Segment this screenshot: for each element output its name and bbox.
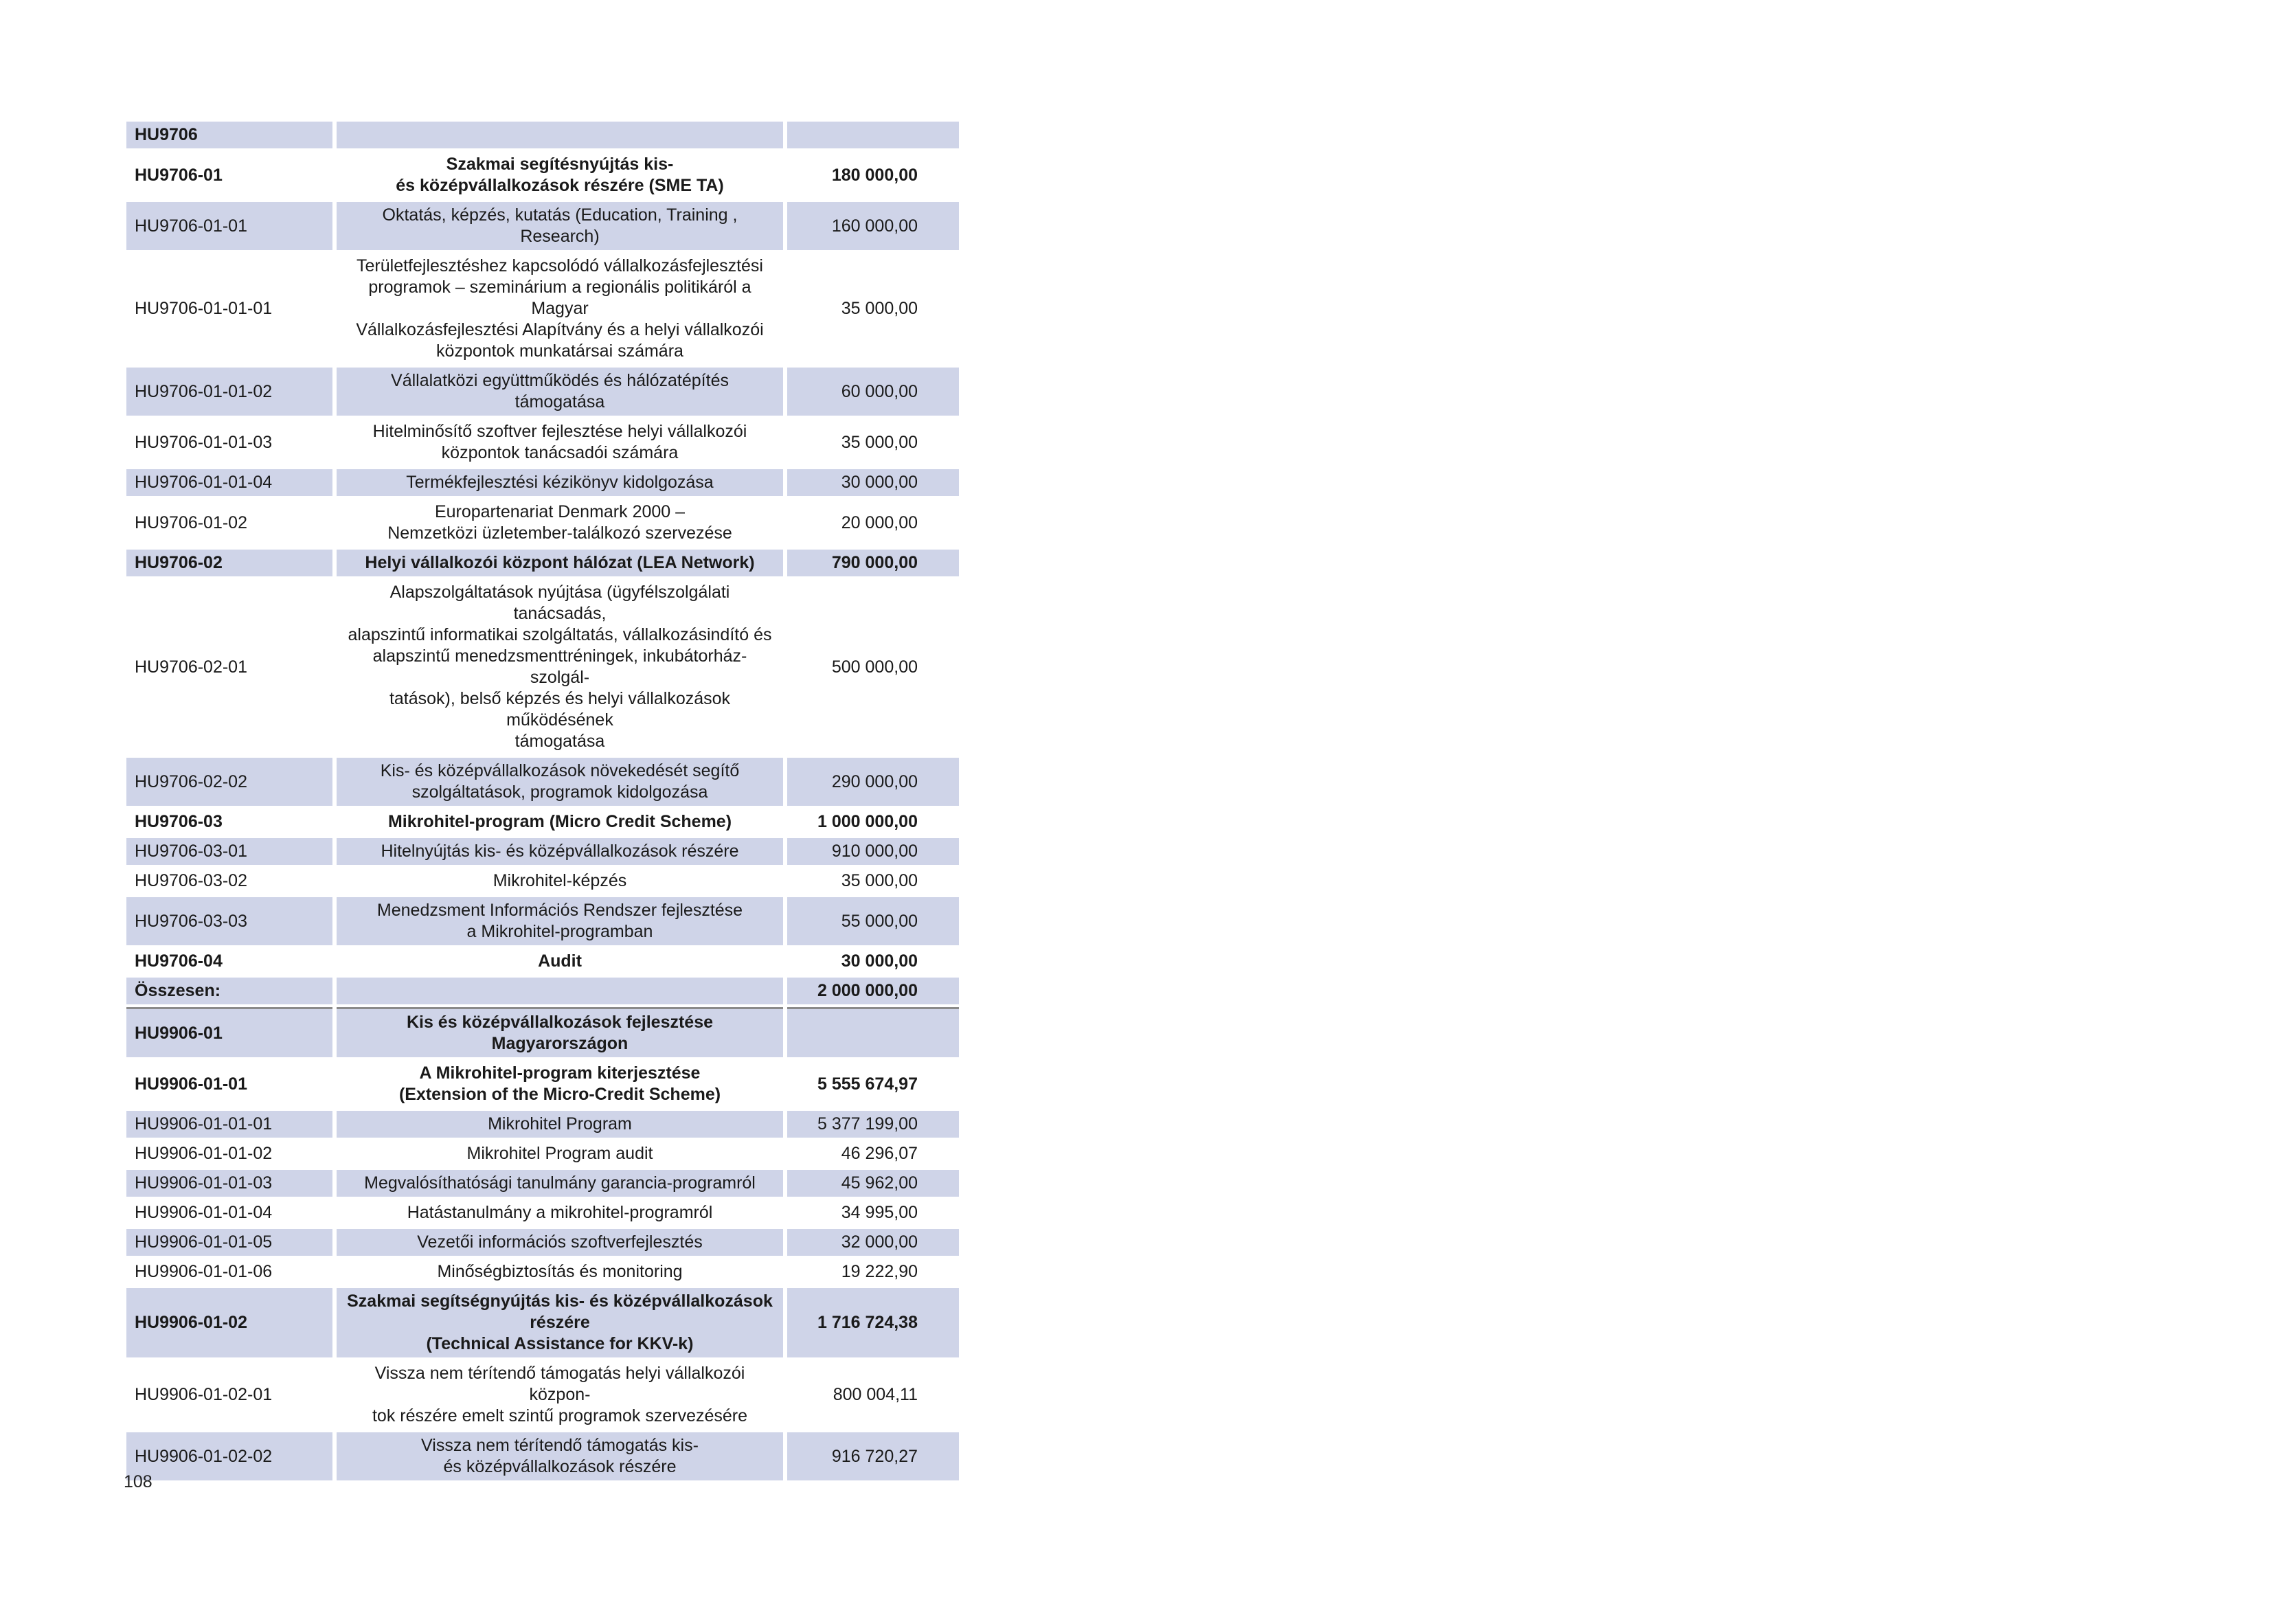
row-amount: 32 000,00 (787, 1229, 959, 1256)
row-title: Vállalatközi együttműködés és hálózatépítés támogatása (337, 368, 783, 416)
page-number-left: 108 (124, 1472, 152, 1491)
table-row (126, 368, 959, 416)
row-code: HU9706-02 (126, 550, 332, 576)
row-title: Szakmai segítésnyújtás kis- és középvállalkozások részére (SME TA) (337, 151, 783, 199)
table-row (126, 469, 959, 496)
row-amount: 5 555 674,97 (787, 1060, 959, 1108)
table-row (126, 1060, 959, 1108)
table-row (126, 499, 959, 547)
row-title: Kis és középvállalkozások fejlesztése Magyarországon (337, 1007, 783, 1057)
row-title: Hitelnyújtás kis- és középvállalkozások részére (337, 838, 783, 865)
table-row (126, 1111, 959, 1138)
table-row (126, 122, 959, 148)
row-code: HU9706-03-01 (126, 838, 332, 865)
row-amount: 1 716 724,38 (787, 1288, 959, 1357)
row-code: HU9906-01-02-01 (126, 1360, 332, 1430)
row-code: HU9706-01-02 (126, 499, 332, 547)
row-amount: 1 000 000,00 (787, 809, 959, 835)
row-title: Hatástanulmány a mikrohitel-programról (337, 1199, 783, 1226)
table-row (126, 809, 959, 835)
row-amount: 500 000,00 (787, 579, 959, 755)
row-amount: 35 000,00 (787, 868, 959, 894)
table-row (126, 1199, 959, 1226)
row-title: Audit (337, 948, 783, 975)
row-title: Hitelminősítő szoftver fejlesztése helyi vállalkozói központok tanácsadói számára (337, 418, 783, 466)
row-code: HU9706-01-01-03 (126, 418, 332, 466)
table-row (126, 253, 959, 365)
table-row (126, 1007, 959, 1057)
row-code: HU9706-02-02 (126, 758, 332, 806)
row-title: Minőségbiztosítás és monitoring (337, 1259, 783, 1285)
row-code: HU9706-03-02 (126, 868, 332, 894)
row-code: HU9906-01-01-03 (126, 1170, 332, 1197)
row-title: Mikrohitel Program (337, 1111, 783, 1138)
row-code: HU9706-03-03 (126, 897, 332, 945)
row-amount: 290 000,00 (787, 758, 959, 806)
left-page (0, 0, 1136, 1607)
row-amount: 45 962,00 (787, 1170, 959, 1197)
row-amount (787, 1007, 959, 1057)
row-title: A Mikrohitel-program kiterjesztése (Extension of the Micro-Credit Scheme) (337, 1060, 783, 1108)
table-row (126, 978, 959, 1004)
row-amount: 916 720,27 (787, 1432, 959, 1480)
row-title: Kis- és középvállalkozások növekedését segítő szolgáltatások, programok kidolgozása (337, 758, 783, 806)
row-amount: 910 000,00 (787, 838, 959, 865)
row-code: HU9706-02-01 (126, 579, 332, 755)
row-title (337, 978, 783, 1004)
row-title: Mikrohitel Program audit (337, 1140, 783, 1167)
row-amount: 30 000,00 (787, 948, 959, 975)
row-amount: 46 296,07 (787, 1140, 959, 1167)
row-title: Alapszolgáltatások nyújtása (ügyfélszolgálati tanácsadás, alapszintű informatikai szolgáltatás, vállalkozásindító és alapszintű menedzsmenttréningek, inkubátorház-szolgál- tatások), belső képzés és helyi vállalkozások működésének támogatása (337, 579, 783, 755)
row-title: Területfejlesztéshez kapcsolódó vállalkozásfejlesztési programok – szeminárium a regionális politikáról a Magyar Vállalkozásfejlesztési Alapítvány és a helyi vállalkozói központok munkatársai számára (337, 253, 783, 365)
row-code: HU9906-01-01-04 (126, 1199, 332, 1226)
row-code: HU9906-01-01-06 (126, 1259, 332, 1285)
row-code: Összesen: (126, 978, 332, 1004)
row-amount (787, 122, 959, 148)
right-page (1136, 0, 2273, 1607)
row-amount: 19 222,90 (787, 1259, 959, 1285)
row-title: Vissza nem térítendő támogatás kis- és középvállalkozások részére (337, 1432, 783, 1480)
table-row (126, 1259, 959, 1285)
row-title: Megvalósíthatósági tanulmány garancia-programról (337, 1170, 783, 1197)
table-row (126, 868, 959, 894)
row-amount: 34 995,00 (787, 1199, 959, 1226)
table-row (126, 550, 959, 576)
row-amount: 30 000,00 (787, 469, 959, 496)
row-title (337, 122, 783, 148)
row-amount: 180 000,00 (787, 151, 959, 199)
row-title: Mikrohitel-program (Micro Credit Scheme) (337, 809, 783, 835)
row-code: HU9906-01-01-01 (126, 1111, 332, 1138)
left-budget-table (122, 119, 963, 1483)
row-code: HU9906-01-02-02 (126, 1432, 332, 1480)
table-row (126, 758, 959, 806)
row-code: HU9706-01-01 (126, 202, 332, 250)
row-title: Vezetői információs szoftverfejlesztés (337, 1229, 783, 1256)
row-title: Szakmai segítségnyújtás kis- és középvállalkozások részére (Technical Assistance for KKV-k) (337, 1288, 783, 1357)
table-row (126, 1170, 959, 1197)
table-row (126, 418, 959, 466)
table-row (126, 579, 959, 755)
table-row (126, 897, 959, 945)
row-amount: 20 000,00 (787, 499, 959, 547)
row-code: HU9706 (126, 122, 332, 148)
table-row (126, 202, 959, 250)
row-amount: 35 000,00 (787, 253, 959, 365)
row-title: Europartenariat Denmark 2000 – Nemzetközi üzletember-találkozó szervezése (337, 499, 783, 547)
table-row (126, 948, 959, 975)
row-title: Menedzsment Információs Rendszer fejlesztése a Mikrohitel-programban (337, 897, 783, 945)
table-row (126, 1140, 959, 1167)
row-code: HU9706-01-01-04 (126, 469, 332, 496)
row-code: HU9906-01-02 (126, 1288, 332, 1357)
row-title: Helyi vállalkozói központ hálózat (LEA Network) (337, 550, 783, 576)
row-amount: 60 000,00 (787, 368, 959, 416)
table-row (126, 151, 959, 199)
row-code: HU9706-01-01-01 (126, 253, 332, 365)
row-code: HU9706-01 (126, 151, 332, 199)
row-code: HU9706-01-01-02 (126, 368, 332, 416)
row-code: HU9906-01 (126, 1007, 332, 1057)
table-row (126, 838, 959, 865)
row-amount: 790 000,00 (787, 550, 959, 576)
row-amount: 55 000,00 (787, 897, 959, 945)
table-row (126, 1360, 959, 1430)
row-code: HU9706-04 (126, 948, 332, 975)
table-row (126, 1229, 959, 1256)
row-amount: 5 377 199,00 (787, 1111, 959, 1138)
table-row (126, 1432, 959, 1480)
row-code: HU9706-03 (126, 809, 332, 835)
row-amount: 800 004,11 (787, 1360, 959, 1430)
row-amount: 160 000,00 (787, 202, 959, 250)
row-amount: 2 000 000,00 (787, 978, 959, 1004)
row-title: Vissza nem térítendő támogatás helyi vállalkozói közpon- tok részére emelt szintű programok szervezésére (337, 1360, 783, 1430)
row-title: Termékfejlesztési kézikönyv kidolgozása (337, 469, 783, 496)
row-title: Mikrohitel-képzés (337, 868, 783, 894)
row-amount: 35 000,00 (787, 418, 959, 466)
row-title: Oktatás, képzés, kutatás (Education, Training , Research) (337, 202, 783, 250)
row-code: HU9906-01-01 (126, 1060, 332, 1108)
table-row (126, 1288, 959, 1357)
row-code: HU9906-01-01-02 (126, 1140, 332, 1167)
row-code: HU9906-01-01-05 (126, 1229, 332, 1256)
